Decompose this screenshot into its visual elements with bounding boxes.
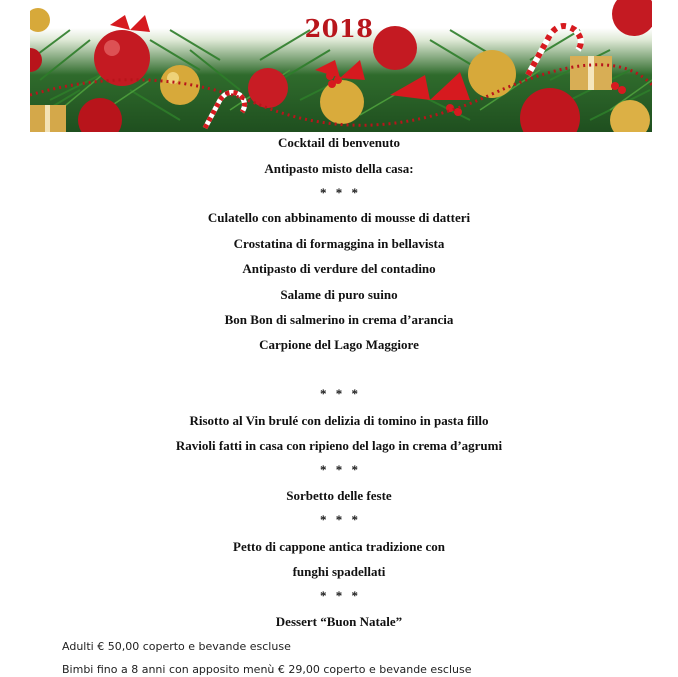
menu-item: Petto di cappone antica tradizione con [233, 539, 445, 554]
menu-item: Crostatina di formaggina in bellavista [233, 236, 445, 251]
menu-item: Antipasto di verdure del contadino [242, 261, 436, 276]
menu-item: Risotto al Vin brulé con delizia di tomino in pasta fillo [189, 413, 489, 428]
menu-antipasto-title: Antipasto misto della casa: [264, 161, 414, 176]
price-children: Bimbi fino a 8 anni con apposito menù € 29,00 coperto e bevande escluse [62, 663, 472, 676]
menu-separator: * * * [320, 185, 358, 200]
menu-separator: * * * [320, 588, 358, 603]
menu-separator: * * * [320, 512, 358, 527]
price-adults: Adulti € 50,00 coperto e bevande escluse [62, 640, 291, 653]
menu-item: Sorbetto delle feste [286, 488, 392, 503]
year-heading: 2018 [304, 14, 374, 43]
menu-item: Carpione del Lago Maggiore [259, 337, 419, 352]
menu-item: Culatello con abbinamento di mousse di datteri [207, 210, 471, 225]
menu-item: funghi spadellati [292, 564, 386, 579]
gold-ornament-icon [160, 65, 200, 105]
menu-item: Bon Bon di salmerino in crema d’arancia [224, 312, 454, 327]
menu-welcome: Cocktail di benvenuto [277, 135, 401, 150]
red-bow-icon [390, 72, 470, 100]
menu-item: Ravioli fatti in casa con ripieno del lago in crema d’agrumi [175, 438, 503, 453]
menu-separator: * * * [320, 462, 358, 477]
menu-item: Salame di puro suino [280, 287, 398, 302]
menu-separator: * * * [320, 386, 358, 401]
menu-dessert: Dessert “Buon Natale” [275, 614, 403, 629]
